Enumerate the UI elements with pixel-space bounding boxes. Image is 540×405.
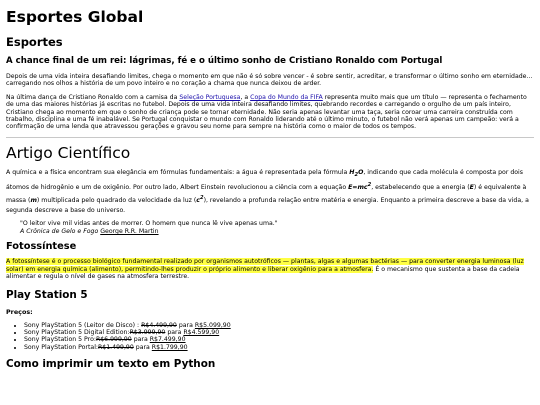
highlighted-text: A fotossíntese é o processo biológico fundamental realizado por organismos autotróficos — plantas, algas e algumas bactérias — para converter energia luminosa (luz solar) em energia química (alimento), permitindo-lhes produzir o próprio alimento e liberar oxigênio para a atmosfera. [6,258,524,273]
price-separator: para [131,336,150,344]
product-name: Sony PlayStation 5 (Leitor de Disco) : [24,321,142,329]
paragraph-text: ) é equivalente à massa ( [6,184,527,205]
formula-water-end: O [358,168,364,176]
formula-subscript: 2 [354,172,359,179]
site-title: Esportes Global [6,8,144,26]
quote-source: A Crônica de Gelo e Fogo [20,227,99,235]
link-selecao-portuguesa[interactable]: Seleção Portuguesa [179,93,241,101]
formula-einstein: E=mc [348,184,368,192]
article-lead-paragraph: Depois de uma vida inteira desafiando limites, chega o momento em que não é só sobre vencer - é sobre sentir, acreditar, e transformar o último sonho em eternidade... carregando nos olhos a história de um povo inteiro e no coração a chama que nunca deixou de arder. [6,73,533,88]
new-price: R$7.499,90 [149,336,186,344]
price-separator: para [176,321,195,329]
list-item [24,329,534,336]
price-separator: para [165,329,184,337]
formula-superscript: 2 [367,182,372,189]
product-name: Sony PlayStation 5 Digital Edition: [24,329,130,337]
quote-author: George R.R. Martin [100,227,159,235]
article-headline: A chance final de um rei: lágrimas, fé e o último sonho de Cristiano Ronaldo com Portugal [6,56,443,66]
old-price: R$3.999,90 [129,329,166,337]
article-body-paragraph [6,94,534,131]
section-divider [6,137,534,138]
python-title: Como imprimir um texto em Python [6,358,216,371]
old-price: R$4.499,90 [141,321,177,329]
paragraph-text: É o mecanismo que sustenta a base da cadeia alimentar e regula o nível de gases na atmosfera terrestre. [6,265,520,281]
new-price: R$1.799,90 [151,343,188,351]
section-title: Esportes [6,35,63,49]
scientific-article-title: Artigo Científico [6,143,131,162]
photosynthesis-paragraph [6,258,534,280]
old-price: R$1.499,90 [98,343,134,351]
quote-citation [20,228,534,236]
symbol-mass: m [30,197,37,205]
list-item [24,322,534,329]
new-price: R$4.599,90 [183,329,220,337]
old-price: R$6.999,90 [95,336,132,344]
quote-text: "O leitor vive mil vidas antes de morrer. O homem que nunca lê vive apenas uma." [20,220,278,228]
list-item [24,344,534,351]
paragraph-text: ), revelando a profunda relação entre matéria e energia. Enquanto a primeira descreve a base da vida, a segunda descreve a base do universo. [6,197,529,215]
prices-label: Preços: [6,307,33,316]
blockquote [20,220,534,235]
symbol-light-speed: c [196,197,200,205]
product-name: Sony PlayStation 5 Pro: [24,336,96,344]
product-name: Sony PlayStation Portal: [24,343,98,351]
new-price: R$5.099,90 [194,321,231,329]
paragraph-text: , estabelecendo que a energia ( [371,184,470,192]
formula-water: H [349,168,355,176]
symbol-energy: E [469,184,474,192]
photosynthesis-title: Fotossíntese [6,241,77,253]
price-list [6,322,534,352]
ps5-title: Play Station 5 [6,288,88,301]
list-item [24,336,534,343]
paragraph-text: , a [240,93,251,101]
paragraph-text: representa muito mais que um título — representa o fechamento de uma das maiores histórias já escritas no futebol. Depois de uma vida inteira desafiando limites, quebrando recordes e carregando o orgulho de um país inteiro, Cristiano chega ao momento em que o sonho de criança pode se tornar eternidade. Não seria apenas levantar uma taça, seria coroar uma carreira construída com trabalho, disciplina e uma fé inabalável. Se Portugal conquistar o mundo com Ronaldo liderando até o último minuto, o futebol não verá apenas um campeão: verá a confirmação de uma lenda que atravessou gerações e gravou seu nome para sempre na história como o maior de todos os tempos. [6,93,527,131]
paragraph-text: A química e a física encontram sua elegância em fórmulas fundamentais: a água é representada pela fórmula [6,168,350,176]
scientific-paragraph [6,168,534,216]
paragraph-text: , indicando que cada molécula é composta por dois átomos de hidrogênio e um de oxigênio. Por outro lado, Albert Einstein revolucionou a ciência com a equação [6,168,523,192]
link-copa-do-mundo[interactable]: Copa do Mundo da FIFA [250,93,323,101]
price-separator: para [133,343,152,351]
paragraph-text: ) multiplicada pelo quadrado da velocidade da luz ( [36,197,197,205]
formula-superscript: 2 [199,195,204,202]
paragraph-text: Na última dança de Cristiano Ronaldo com a camisa da [6,93,180,101]
